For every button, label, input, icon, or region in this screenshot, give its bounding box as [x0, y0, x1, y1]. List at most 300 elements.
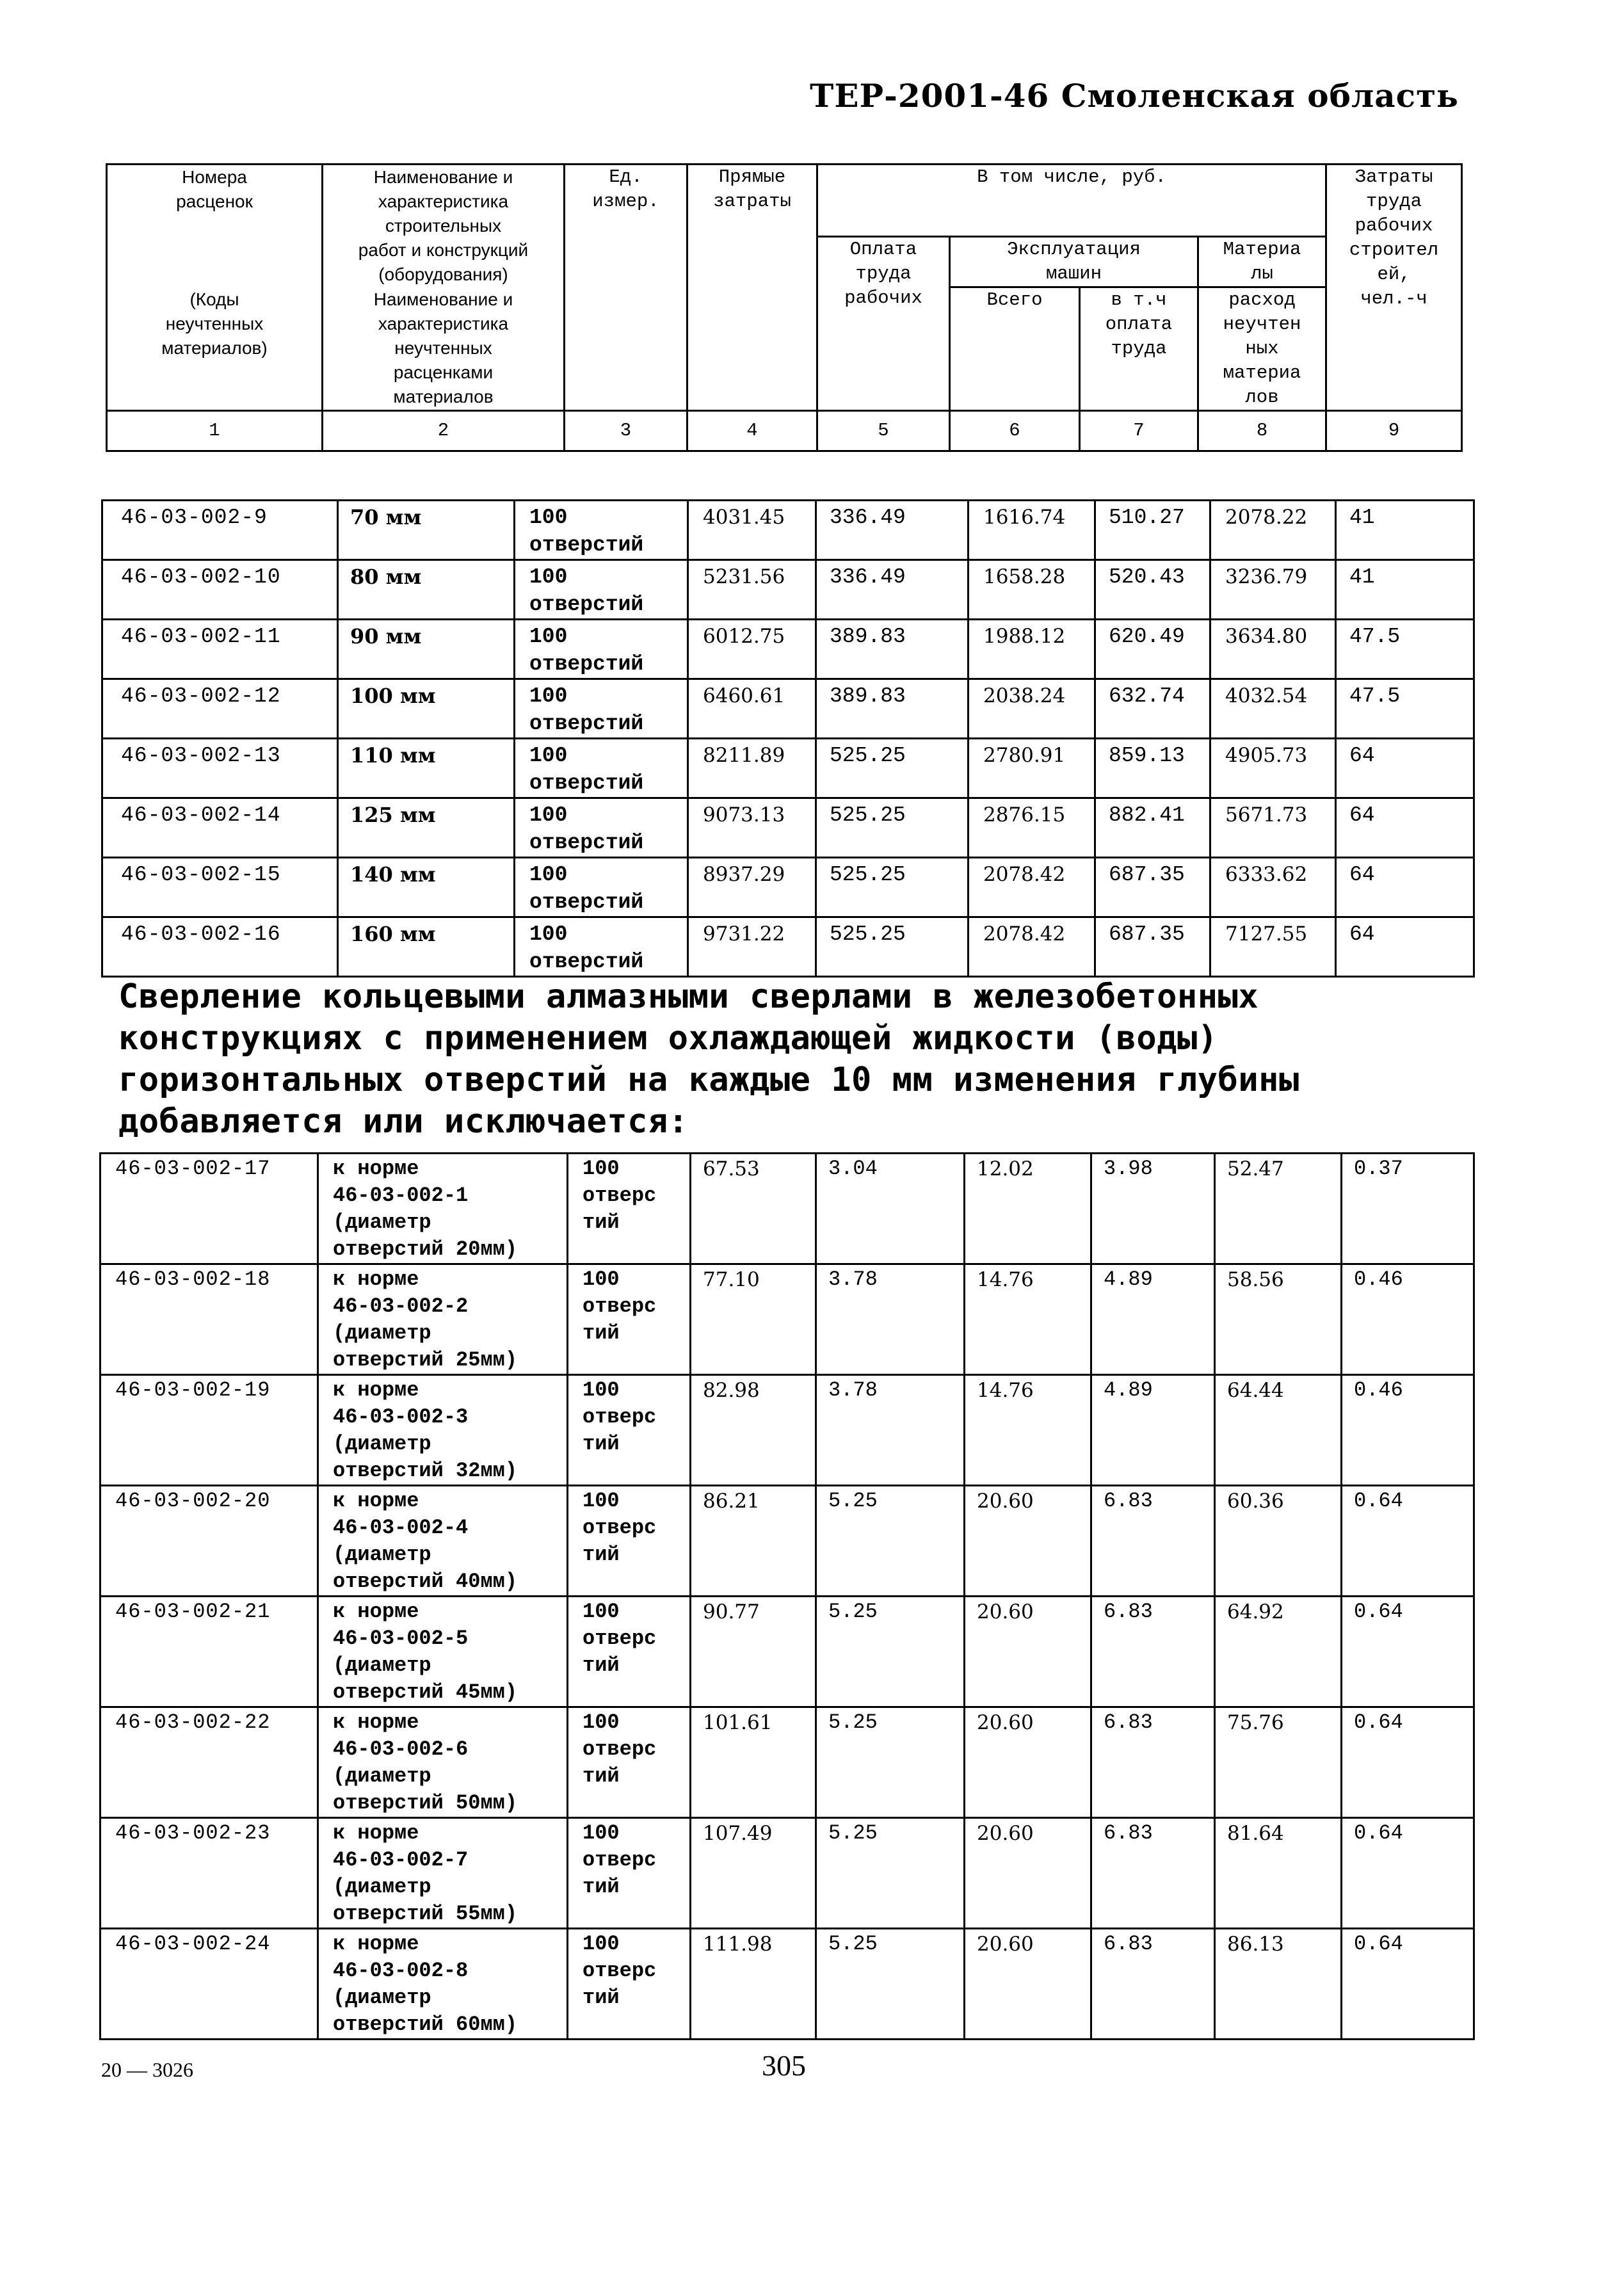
- header-label-line: расценками: [393, 362, 494, 382]
- labor-hours: 0.37: [1342, 1154, 1474, 1264]
- header-label-line: Оплата: [849, 239, 917, 260]
- machines-labor-pay: 687.35: [1095, 858, 1210, 917]
- work-name-line: (диаметр: [333, 1432, 431, 1456]
- unit-line: отверстий: [529, 533, 644, 557]
- direct-costs: 8937.29: [688, 858, 816, 917]
- direct-costs: 5231.56: [688, 560, 816, 620]
- header-label-line: труда: [1366, 191, 1422, 212]
- rate-code: 46-03-002-21: [100, 1597, 318, 1707]
- unit: [568, 1264, 691, 1375]
- unit: [568, 1929, 691, 2040]
- header-label-line: чел.-ч: [1360, 288, 1427, 309]
- rate-code: 46-03-002-13: [102, 739, 338, 798]
- column-number: 1: [107, 411, 323, 451]
- labor-pay: 389.83: [816, 679, 969, 739]
- unit: [515, 917, 688, 977]
- work-name: [318, 1597, 568, 1707]
- unit-line: тий: [583, 1211, 620, 1234]
- price-table-depth-increments: [99, 1152, 1475, 2040]
- machines-total: 2038.24: [969, 679, 1095, 739]
- labor-hours: 0.64: [1342, 1597, 1474, 1707]
- work-name-line: 46-03-002-7: [333, 1848, 469, 1872]
- section-heading: [118, 976, 1475, 1143]
- header-label-line: материалов: [393, 386, 494, 407]
- unit: [568, 1486, 691, 1597]
- work-name-line: отверстий 20мм): [333, 1237, 518, 1261]
- header-label-line: расход: [1228, 289, 1296, 310]
- work-name: [318, 1264, 568, 1375]
- labor-pay: 3.78: [816, 1375, 965, 1486]
- header-label-line: Наименование и: [373, 167, 513, 187]
- unit-line: 100: [583, 1268, 620, 1291]
- labor-hours: 41: [1336, 501, 1474, 560]
- unit-line: тий: [583, 1543, 620, 1566]
- unit-line: отверстий: [529, 771, 644, 795]
- unit: [515, 798, 688, 858]
- rate-code: 46-03-002-23: [100, 1818, 318, 1929]
- work-name: [318, 1486, 568, 1597]
- table-row: [100, 1929, 1474, 2040]
- materials: 4905.73: [1210, 739, 1336, 798]
- header-label-line: рабочих: [844, 287, 922, 309]
- materials: 81.64: [1215, 1818, 1342, 1929]
- header-label-line: Ед.: [609, 166, 643, 188]
- rate-code: 46-03-002-22: [100, 1707, 318, 1818]
- direct-costs: 86.21: [691, 1486, 816, 1597]
- unit-line: отверстий: [529, 712, 644, 736]
- machines-labor-pay: 632.74: [1095, 679, 1210, 739]
- machines-labor-pay: 687.35: [1095, 917, 1210, 977]
- direct-costs: 6012.75: [688, 620, 816, 679]
- header-col5-labor: [817, 237, 950, 411]
- labor-pay: 336.49: [816, 560, 969, 620]
- header-label-line: труда: [855, 263, 912, 284]
- direct-costs: 90.77: [691, 1597, 816, 1707]
- machines-total: 20.60: [965, 1486, 1091, 1597]
- machines-labor-pay: 6.83: [1091, 1707, 1215, 1818]
- work-name-line: 46-03-002-3: [333, 1405, 469, 1429]
- work-name-line: (диаметр: [333, 1875, 431, 1899]
- column-number: 6: [950, 411, 1080, 451]
- direct-costs: 9073.13: [688, 798, 816, 858]
- header-col9-hours: [1326, 165, 1462, 411]
- unit-line: отверстий: [529, 950, 644, 974]
- unit-line: отверс: [583, 1627, 657, 1650]
- header-col1-top: [107, 165, 323, 287]
- direct-costs: 101.61: [691, 1707, 816, 1818]
- header-col7-mach-labor: [1080, 287, 1198, 411]
- work-name: 70 мм: [338, 501, 515, 560]
- unit-line: 100: [529, 922, 568, 946]
- header-label-line: в т.ч: [1111, 289, 1167, 310]
- materials: 2078.22: [1210, 501, 1336, 560]
- work-name: 140 мм: [338, 858, 515, 917]
- labor-pay: 5.25: [816, 1486, 965, 1597]
- work-name-line: отверстий 50мм): [333, 1791, 518, 1815]
- header-col2-top: [323, 165, 565, 287]
- work-name: [318, 1375, 568, 1486]
- direct-costs: 9731.22: [688, 917, 816, 977]
- machines-total: 14.76: [965, 1264, 1091, 1375]
- unit: [515, 679, 688, 739]
- unit-line: отверс: [583, 1294, 657, 1318]
- work-name-line: к норме: [333, 1932, 419, 1956]
- unit-line: 100: [529, 803, 568, 827]
- unit: [515, 739, 688, 798]
- labor-pay: 336.49: [816, 501, 969, 560]
- rate-code: 46-03-002-16: [102, 917, 338, 977]
- work-name-line: отверстий 45мм): [333, 1680, 518, 1704]
- header-label-line: машин: [1045, 263, 1102, 284]
- work-name-line: к норме: [333, 1821, 419, 1845]
- table-row: [102, 917, 1474, 977]
- work-name-line: к норме: [333, 1157, 419, 1180]
- unit: [515, 501, 688, 560]
- table-row: [102, 858, 1474, 917]
- labor-hours: 64: [1336, 739, 1474, 798]
- header-label-line: лов: [1245, 387, 1279, 408]
- work-name-line: отверстий 40мм): [333, 1570, 518, 1593]
- page-number: 305: [762, 2049, 806, 2082]
- unit: [515, 620, 688, 679]
- header-label-line: материалов): [161, 337, 268, 358]
- machines-total: 20.60: [965, 1597, 1091, 1707]
- unit: [568, 1707, 691, 1818]
- unit-line: 100: [583, 1157, 620, 1180]
- rate-code: 46-03-002-10: [102, 560, 338, 620]
- unit-line: тий: [583, 1432, 620, 1456]
- header-label-line: строительных: [385, 216, 502, 236]
- unit: [568, 1818, 691, 1929]
- unit-line: тий: [583, 1764, 620, 1788]
- unit-line: отверс: [583, 1516, 657, 1540]
- header-col4-direct: [687, 165, 817, 411]
- machines-total: 14.76: [965, 1375, 1091, 1486]
- table-row: [102, 739, 1474, 798]
- header-label-line: характеристика: [378, 191, 509, 211]
- unit: [515, 858, 688, 917]
- header-label-line: лы: [1251, 263, 1273, 284]
- header-col3-unit: [565, 165, 687, 411]
- section-heading-line: добавляется или исключается:: [118, 1102, 689, 1141]
- rate-code: 46-03-002-15: [102, 858, 338, 917]
- direct-costs: 77.10: [691, 1264, 816, 1375]
- machines-labor-pay: 882.41: [1095, 798, 1210, 858]
- unit-line: 100: [583, 1378, 620, 1402]
- header-label-line: ных: [1245, 338, 1279, 359]
- work-name-line: к норме: [333, 1600, 419, 1623]
- labor-hours: 64: [1336, 858, 1474, 917]
- column-number: 2: [323, 411, 565, 451]
- unit-line: 100: [529, 565, 568, 589]
- unit: [515, 560, 688, 620]
- header-group-machines: [950, 237, 1198, 287]
- work-name: [318, 1818, 568, 1929]
- machines-labor-pay: 6.83: [1091, 1486, 1215, 1597]
- materials: 64.44: [1215, 1375, 1342, 1486]
- unit-line: отверс: [583, 1848, 657, 1872]
- labor-hours: 0.46: [1342, 1264, 1474, 1375]
- materials: 5671.73: [1210, 798, 1336, 858]
- labor-pay: 5.25: [816, 1707, 965, 1818]
- unit-line: отверс: [583, 1737, 657, 1761]
- table-row: [102, 501, 1474, 560]
- unit-line: 100: [583, 1932, 620, 1956]
- machines-total: 2078.42: [969, 917, 1095, 977]
- machines-labor-pay: 6.83: [1091, 1597, 1215, 1707]
- header-label-line: затраты: [713, 191, 791, 212]
- materials: 75.76: [1215, 1707, 1342, 1818]
- rate-code: 46-03-002-20: [100, 1486, 318, 1597]
- machines-total: 20.60: [965, 1707, 1091, 1818]
- work-name-line: 46-03-002-4: [333, 1516, 469, 1540]
- materials: 3634.80: [1210, 620, 1336, 679]
- work-name: [318, 1707, 568, 1818]
- machines-total: 20.60: [965, 1929, 1091, 2040]
- machines-total: 12.02: [965, 1154, 1091, 1264]
- materials: 64.92: [1215, 1597, 1342, 1707]
- unit-line: отверстий: [529, 593, 644, 616]
- labor-pay: 525.25: [816, 858, 969, 917]
- header-label-line: Прямые: [718, 166, 786, 188]
- machines-labor-pay: 6.83: [1091, 1929, 1215, 2040]
- work-name-line: к норме: [333, 1711, 419, 1734]
- table-row: [100, 1818, 1474, 1929]
- rate-code: 46-03-002-9: [102, 501, 338, 560]
- header-label-line: расценок: [176, 191, 253, 211]
- unit-line: 100: [529, 863, 568, 887]
- header-label-line: характеристика: [378, 313, 509, 334]
- header-col6-total: Всего: [950, 287, 1080, 411]
- work-name: 80 мм: [338, 560, 515, 620]
- section-heading-line: Сверление кольцевыми алмазными сверлами в железобетонных: [118, 978, 1259, 1016]
- work-name: 110 мм: [338, 739, 515, 798]
- unit-line: 100: [529, 506, 568, 529]
- work-name-line: (диаметр: [333, 1654, 431, 1677]
- header-label-line: ей,: [1377, 264, 1411, 285]
- labor-hours: 0.64: [1342, 1929, 1474, 2040]
- section-heading-line: горизонтальных отверстий на каждые 10 мм изменения глубины: [118, 1061, 1299, 1099]
- work-name-line: отверстий 60мм): [333, 2013, 518, 2036]
- machines-total: 1658.28: [969, 560, 1095, 620]
- machines-labor-pay: 3.98: [1091, 1154, 1215, 1264]
- rate-code: 46-03-002-11: [102, 620, 338, 679]
- table-row: [102, 679, 1474, 739]
- unit-line: 100: [529, 684, 568, 708]
- machines-labor-pay: 6.83: [1091, 1818, 1215, 1929]
- work-name-line: (диаметр: [333, 1764, 431, 1788]
- work-name: [318, 1154, 568, 1264]
- unit: [568, 1375, 691, 1486]
- work-name-line: к норме: [333, 1489, 419, 1513]
- labor-hours: 47.5: [1336, 679, 1474, 739]
- materials: 86.13: [1215, 1929, 1342, 2040]
- work-name-line: (диаметр: [333, 1321, 431, 1345]
- labor-pay: 525.25: [816, 798, 969, 858]
- rate-code: 46-03-002-12: [102, 679, 338, 739]
- unit-line: тий: [583, 1654, 620, 1677]
- table-row: [100, 1597, 1474, 1707]
- direct-costs: 107.49: [691, 1818, 816, 1929]
- machines-labor-pay: 4.89: [1091, 1375, 1215, 1486]
- header-label-line: рабочих: [1355, 215, 1433, 236]
- unit-line: 100: [583, 1711, 620, 1734]
- machines-total: 2078.42: [969, 858, 1095, 917]
- direct-costs: 4031.45: [688, 501, 816, 560]
- header-label-line: Материа: [1223, 239, 1301, 260]
- price-table-diameters: [101, 499, 1475, 978]
- materials: 3236.79: [1210, 560, 1336, 620]
- column-number: 9: [1326, 411, 1462, 451]
- unit-line: 100: [583, 1600, 620, 1623]
- unit-line: тий: [583, 1321, 620, 1345]
- materials: 4032.54: [1210, 679, 1336, 739]
- direct-costs: 111.98: [691, 1929, 816, 2040]
- rate-code: 46-03-002-19: [100, 1375, 318, 1486]
- header-label-line: работ и конструкций: [358, 240, 529, 260]
- header-col1-bottom: [107, 287, 323, 411]
- work-name-line: 46-03-002-5: [333, 1627, 469, 1650]
- labor-pay: 3.78: [816, 1264, 965, 1375]
- work-name: 125 мм: [338, 798, 515, 858]
- unit-line: отверстий: [529, 831, 644, 855]
- header-col2-bottom: [323, 287, 565, 411]
- header-label-line: Затраты: [1355, 166, 1433, 188]
- unit-line: 100: [529, 625, 568, 648]
- direct-costs: 8211.89: [688, 739, 816, 798]
- work-name-line: к норме: [333, 1268, 419, 1291]
- unit-line: 100: [529, 744, 568, 768]
- unit-line: отверстий: [529, 890, 644, 914]
- unit: [568, 1154, 691, 1264]
- work-name-line: отверстий 32мм): [333, 1459, 518, 1483]
- machines-total: 2876.15: [969, 798, 1095, 858]
- labor-hours: 64: [1336, 798, 1474, 858]
- unit-line: отверс: [583, 1959, 657, 1983]
- work-name-line: (диаметр: [333, 1543, 431, 1566]
- column-number: 7: [1080, 411, 1198, 451]
- direct-costs: 6460.61: [688, 679, 816, 739]
- machines-labor-pay: 859.13: [1095, 739, 1210, 798]
- machines-total: 2780.91: [969, 739, 1095, 798]
- page-title: ТЕР-2001-46 Смоленская область: [810, 77, 1459, 115]
- header-label-line: неучтен: [1223, 314, 1301, 335]
- unit-line: тий: [583, 1875, 620, 1899]
- labor-hours: 0.64: [1342, 1707, 1474, 1818]
- machines-total: 20.60: [965, 1818, 1091, 1929]
- header-label-line: оплата: [1105, 314, 1173, 335]
- header-label-line: Эксплуатация: [1007, 239, 1141, 260]
- materials: 60.36: [1215, 1486, 1342, 1597]
- header-label-line: неучтенных: [165, 313, 264, 334]
- work-name-line: отверстий 25мм): [333, 1348, 518, 1372]
- print-code: 20 — 3026: [101, 2058, 193, 2081]
- header-label-line: Номера: [182, 167, 247, 187]
- work-name-line: 46-03-002-8: [333, 1959, 469, 1983]
- work-name-line: (диаметр: [333, 1986, 431, 2009]
- machines-total: 1616.74: [969, 501, 1095, 560]
- labor-pay: 3.04: [816, 1154, 965, 1264]
- materials: 6333.62: [1210, 858, 1336, 917]
- table-row: [100, 1707, 1474, 1818]
- header-label-line: измер.: [592, 191, 659, 212]
- direct-costs: 82.98: [691, 1375, 816, 1486]
- header-label-line: Наименование и: [373, 289, 513, 309]
- table-row: [100, 1154, 1474, 1264]
- labor-pay: 5.25: [816, 1929, 965, 2040]
- machines-labor-pay: 620.49: [1095, 620, 1210, 679]
- table-row: [100, 1264, 1474, 1375]
- labor-hours: 41: [1336, 560, 1474, 620]
- header-label-line: (оборудования): [378, 264, 508, 284]
- column-number: 8: [1198, 411, 1326, 451]
- work-name-line: 46-03-002-6: [333, 1737, 469, 1761]
- table-row: [100, 1486, 1474, 1597]
- header-label-line: (Коды: [189, 289, 239, 309]
- header-label-line: материа: [1223, 362, 1301, 383]
- header-label-line: неучтенных: [394, 337, 492, 358]
- work-name-line: отверстий 55мм): [333, 1902, 518, 1926]
- labor-pay: 389.83: [816, 620, 969, 679]
- table-row: [102, 620, 1474, 679]
- column-numbers-row: [107, 411, 1473, 451]
- table-row: [102, 560, 1474, 620]
- rate-code: 46-03-002-18: [100, 1264, 318, 1375]
- machines-labor-pay: 4.89: [1091, 1264, 1215, 1375]
- table-row: [100, 1375, 1474, 1486]
- labor-pay: 525.25: [816, 739, 969, 798]
- table-row: [102, 798, 1474, 858]
- section-heading-line: конструкциях с применением охлаждающей жидкости (воды): [118, 1019, 1218, 1058]
- labor-hours: 0.46: [1342, 1375, 1474, 1486]
- unit-line: отверстий: [529, 652, 644, 676]
- header-label-line: труда: [1111, 338, 1167, 359]
- rate-code: 46-03-002-24: [100, 1929, 318, 2040]
- unit-line: отверс: [583, 1184, 657, 1207]
- materials: 52.47: [1215, 1154, 1342, 1264]
- header-col8-materials: [1198, 237, 1326, 287]
- labor-hours: 0.64: [1342, 1818, 1474, 1929]
- work-name: 160 мм: [338, 917, 515, 977]
- work-name: [318, 1929, 568, 2040]
- unit-line: отверс: [583, 1405, 657, 1429]
- rate-code: 46-03-002-14: [102, 798, 338, 858]
- machines-labor-pay: 510.27: [1095, 501, 1210, 560]
- work-name: 90 мм: [338, 620, 515, 679]
- labor-pay: 5.25: [816, 1818, 965, 1929]
- materials: 58.56: [1215, 1264, 1342, 1375]
- labor-pay: 525.25: [816, 917, 969, 977]
- header-group-including: В том числе, руб.: [817, 165, 1326, 237]
- materials: 7127.55: [1210, 917, 1336, 977]
- direct-costs: 67.53: [691, 1154, 816, 1264]
- column-number: 4: [687, 411, 817, 451]
- unit: [568, 1597, 691, 1707]
- column-number: 3: [565, 411, 687, 451]
- labor-hours: 64: [1336, 917, 1474, 977]
- machines-labor-pay: 520.43: [1095, 560, 1210, 620]
- header-col8-unaccounted: [1198, 287, 1326, 411]
- unit-line: 100: [583, 1489, 620, 1513]
- work-name-line: 46-03-002-2: [333, 1294, 469, 1318]
- column-header-table: [106, 163, 1474, 452]
- work-name: 100 мм: [338, 679, 515, 739]
- labor-hours: 47.5: [1336, 620, 1474, 679]
- labor-pay: 5.25: [816, 1597, 965, 1707]
- machines-total: 1988.12: [969, 620, 1095, 679]
- rate-code: 46-03-002-17: [100, 1154, 318, 1264]
- work-name-line: 46-03-002-1: [333, 1184, 469, 1207]
